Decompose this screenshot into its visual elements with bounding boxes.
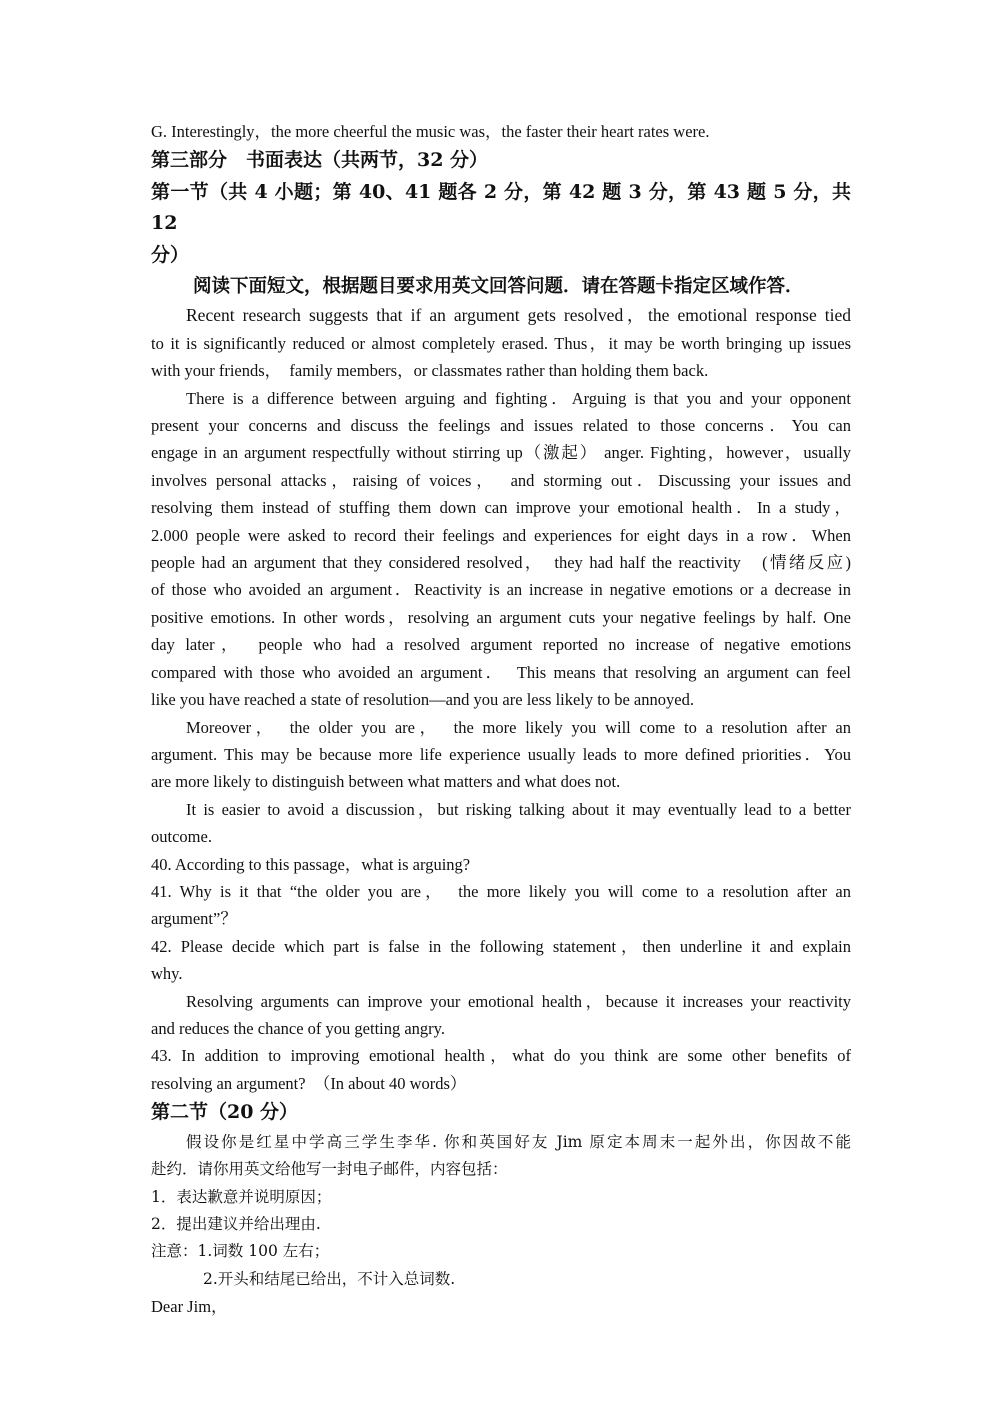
passage-paragraph-2 xyxy=(151,385,851,714)
task-point-1: 1．表达歉意并说明原因； xyxy=(151,1187,332,1206)
task-note-1: 注意：1.词数 100 左右； xyxy=(151,1242,330,1261)
task-note-2: 2.开头和结尾已给出，不计入总词数. xyxy=(203,1269,456,1288)
question-42-statement xyxy=(151,988,851,1043)
question-line: 41. Why is it that “the older you are， the more likely you will come to a resolution after an xyxy=(151,881,851,901)
question-43 xyxy=(151,1042,851,1097)
passage-line: argument. This may be because more life experience usually leads to more defined priorities．You xyxy=(151,744,851,764)
question-line: why. xyxy=(151,964,183,984)
passage-line: engage in an argument respectfully without stirring up（激起） anger. Fighting，however，usually xyxy=(151,443,851,463)
section1-title xyxy=(151,177,851,272)
passage-line: with your friends， family members，or classmates rather than holding them back. xyxy=(151,361,709,381)
passage-line: are more likely to distinguish between what matters and what does not. xyxy=(151,772,621,792)
passage-line: There is a difference between arguing and fighting．Arguing is that you and your opponent xyxy=(186,388,851,408)
passage xyxy=(151,302,851,850)
passage-paragraph-1 xyxy=(151,302,851,384)
task-point-2: 2．提出建议并给出理由. xyxy=(151,1214,321,1233)
part3-title: 第三部分 书面表达（共两节，32 分） xyxy=(151,149,489,172)
section2-title: 第二节（20 分） xyxy=(151,1101,299,1124)
exam-page xyxy=(151,118,851,1321)
section1-title-line2: 分） xyxy=(151,243,190,266)
passage-line: positive emotions. In other words，resolving an argument cuts your negative feelings by half. One xyxy=(151,607,851,627)
question-line: 43. In addition to improving emotional health，what do you think are some other benefits of xyxy=(151,1046,851,1066)
passage-line: It is easier to avoid a discussion，but risking talking about it may eventually lead to a better xyxy=(186,799,851,819)
section1-title-line1: 第一节（共 4 小题；第 40、41 题各 2 分，第 42 题 3 分，第 43 题 5 分，共 12 xyxy=(151,180,851,235)
question-line: resolving an argument? （In about 40 words） xyxy=(151,1073,467,1093)
questions xyxy=(151,851,851,1098)
email-salutation: Dear Jim， xyxy=(151,1297,228,1317)
question-42 xyxy=(151,933,851,988)
passage-line: day later， people who had a resolved argument reported no increase of negative emotions xyxy=(151,635,851,655)
question-line: argument”？ xyxy=(151,909,237,929)
passage-line: Moreover， the older you are， the more likely you will come to a resolution after an xyxy=(186,717,851,737)
passage-paragraph-3 xyxy=(151,714,851,796)
passage-line: people had an argument that they considered resolved， they had half the reactivity (情绪反应) xyxy=(151,553,851,573)
passage-line: compared with those who avoided an argument． This means that resolving an argument can feel xyxy=(151,662,851,682)
passage-line: present your concerns and discuss the feelings and issues related to those concerns．You can xyxy=(151,416,851,436)
passage-line: involves personal attacks，raising of voices， and storming out．Discussing your issues and xyxy=(151,470,851,490)
task-prompt-line: 赴约．请你用英文给他写一封电子邮件，内容包括： xyxy=(151,1160,508,1179)
instruction: 阅读下面短文，根据题目要求用英文回答问题．请在答题卡指定区域作答． xyxy=(193,276,804,298)
task-prompt-line: 假设你是红星中学高三学生李华. 你和英国好友 Jim 原定本周末一起外出，你因故不能 xyxy=(186,1132,851,1151)
question-41 xyxy=(151,878,851,933)
passage-paragraph-4 xyxy=(151,796,851,851)
question-40: 40. According to this passage，what is arguing? xyxy=(151,854,471,874)
statement-line: and reduces the chance of you getting angry. xyxy=(151,1018,445,1038)
writing-task xyxy=(151,1129,851,1321)
passage-line: 2.000 people were asked to record their feelings and experiences for eight days in a row．When xyxy=(151,525,851,545)
question-line: 42. Please decide which part is false in the following statement，then underline it and explain xyxy=(151,936,851,956)
passage-line: like you have reached a state of resolution—and you are less likely to be annoyed. xyxy=(151,690,694,710)
passage-line: resolving them instead of stuffing them down can improve your emotional health．In a study， xyxy=(151,498,851,518)
passage-line: outcome. xyxy=(151,827,212,847)
previous-option-g: G. Interestingly，the more cheerful the music was，the faster their heart rates were. xyxy=(151,122,710,141)
passage-line: of those who avoided an argument．Reactivity is an increase in negative emotions or a decrease in xyxy=(151,580,851,600)
passage-line: Recent research suggests that if an argument gets resolved，the emotional response tied xyxy=(186,305,851,326)
passage-line: to it is significantly reduced or almost completely erased. Thus，it may be worth bringing up issues xyxy=(151,333,851,353)
statement-line: Resolving arguments can improve your emotional health，because it increases your reactivity xyxy=(186,991,851,1011)
